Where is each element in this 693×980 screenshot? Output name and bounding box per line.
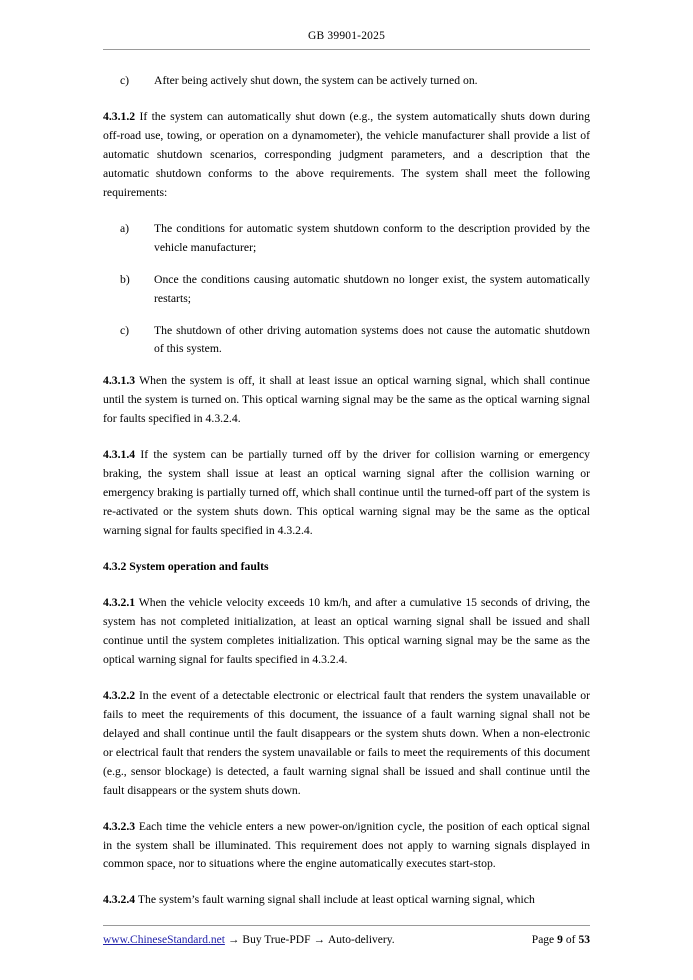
list-marker: b) (120, 272, 130, 286)
list-marker: a) (120, 221, 130, 235)
page-header (103, 30, 590, 49)
list-item (103, 72, 590, 91)
header-divider (103, 49, 590, 50)
list-text: The conditions for automatic system shutdown conform to the description provided by the vehicle manufacturer; (154, 221, 590, 254)
of-label: of (565, 934, 576, 946)
clause-4-3-1-2 (103, 108, 590, 203)
page-footer (103, 925, 590, 946)
page-total: 53 (578, 934, 590, 946)
clause-text: When the system is off, it shall at least issue an optical warning signal, which shall continue until the system is turned on. This optical warning signal may be the same as the optical warning signal for faults specified in 4.3.2.4. (103, 374, 590, 426)
page-indicator (532, 934, 590, 946)
list-marker: c) (120, 74, 130, 87)
clause-number: 4.3.2.4 (103, 893, 136, 907)
document-body (103, 72, 590, 910)
clause-number: 4.3.2.2 (103, 688, 136, 702)
list-text: After being actively shut down, the system can be actively turned on. (154, 74, 478, 87)
clause-text: The system’s fault warning signal shall include at least optical warning signal, which (135, 893, 535, 907)
website-link[interactable]: www.ChineseStandard.net (103, 934, 225, 946)
list-marker: c) (120, 323, 130, 337)
list-text: Once the conditions causing automatic shutdown no longer exist, the system automatically restarts; (154, 272, 590, 305)
clause-number: 4.3.2.3 (103, 819, 136, 833)
page-number: 9 (557, 934, 563, 946)
arrow-icon: → (227, 934, 240, 946)
list-item (103, 271, 590, 309)
clause-4-3-1-4 (103, 446, 590, 541)
delivery-text: Auto-delivery. (327, 934, 395, 946)
clause-4-3-2-4 (103, 891, 590, 910)
clause-text: If the system can be partially turned off by the driver for collision warning or emergency braking, the system shall issue at least an optical warning signal after the collision warning or emergency braking is partially turned off, which shall continue until the turned-off part of the system is re-activated or the system shuts down. This optical warning signal may be the same as the optical warning signal for faults specified in 4.3.2.4. (103, 448, 590, 538)
list-item (103, 322, 590, 360)
clause-number: 4.3.1.3 (103, 374, 136, 388)
page-label: Page (531, 934, 555, 946)
clause-number: 4.3.2.1 (103, 596, 136, 610)
clause-text: In the event of a detectable electronic or electrical fault that renders the system unavailable or fails to meet the requirements of this document, the issuance of a fault warning signal shall not be delayed and shall continue until the fault disappears or the system shuts down. When a non-electronic or electrical fault that renders the system unavailable or fails to meet the requirements of this document (e.g., sensor blockage) is detected, a fault warning signal shall be issued and shall continue until the fault disappears or the system shuts down. (103, 688, 590, 797)
list-text: The shutdown of other driving automation systems does not cause the automatic shutdown of this system. (154, 323, 590, 356)
clause-4-3-2-2 (103, 687, 590, 801)
section-heading-4-3-2: 4.3.2 System operation and faults (103, 560, 269, 574)
clause-number: 4.3.1.2 (103, 109, 136, 123)
clause-4-3-2-1 (103, 594, 590, 670)
clause-text: Each time the vehicle enters a new power-on/ignition cycle, the position of each optical signal in the system shall be illuminated. This requirement does not apply to warning signals displayed in common space, nor to situations where the engine automatically executes start-stop. (103, 819, 590, 871)
clause-text: If the system can automatically shut down (e.g., the system automatically shuts down during off-road use, towing, or operation on a dynamometer), the vehicle manufacturer shall provide a list of automatic shutdown scenarios, corresponding judgment parameters, and a description that the automatic shutdown conforms to the above requirements. The system shall meet the following requirements: (103, 109, 590, 199)
standard-id: GB 39901-2025 (307, 30, 386, 42)
list-item (103, 220, 590, 258)
footer-divider (103, 925, 590, 926)
clause-number: 4.3.1.4 (103, 448, 136, 462)
arrow-icon: → (313, 934, 325, 946)
buy-pdf-text: Buy True-PDF (242, 934, 311, 946)
clause-4-3-1-3 (103, 372, 590, 429)
clause-4-3-2-3 (103, 818, 590, 875)
clause-text: When the vehicle velocity exceeds 10 km/h, and after a cumulative 15 seconds of driving, the system has not completed initialization, at least an optical warning signal shall be issued and shall continue until the system completes initialization. This optical warning signal may be the same as the optical warning signal for faults specified in 4.3.2.4. (103, 596, 590, 666)
